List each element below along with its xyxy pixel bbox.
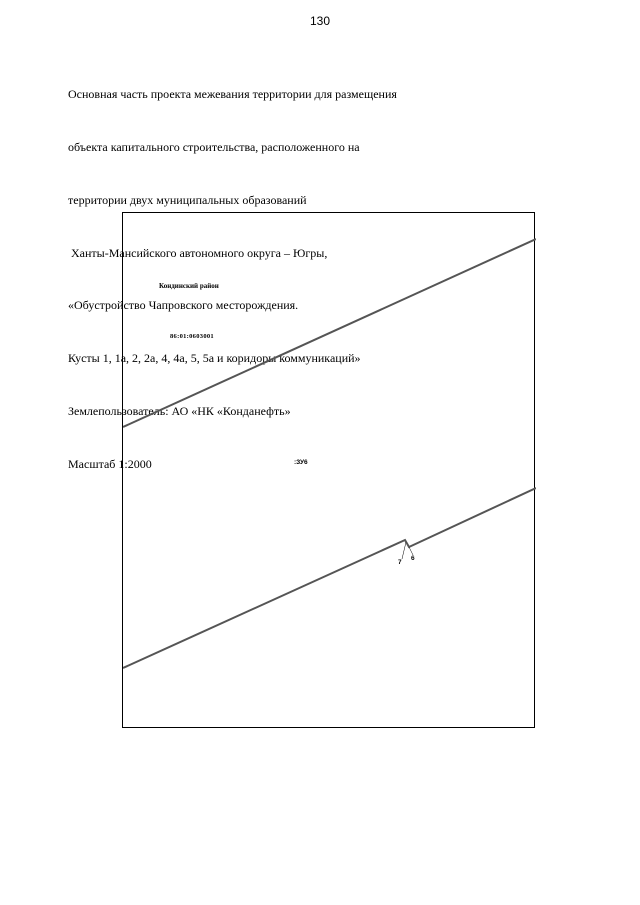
boundary-line-lower [123, 488, 536, 668]
cadastral-quarter-label: 86:01:0603001 [170, 333, 214, 340]
header-line-4: Ханты-Мансийского автономного округа – Югры, [68, 245, 328, 260]
page-number: 130 [309, 14, 331, 28]
district-label: Кондинский район [159, 282, 219, 290]
header-line-8-scale: Масштаб 1:2000 [68, 456, 152, 471]
header-line-3: территории двух муниципальных образований [68, 192, 307, 207]
point-label-7: 7 [398, 559, 402, 566]
header-line-5: «Обустройство Чапровского месторождения. [68, 298, 299, 313]
header-line-7: Землепользователь: АО «НК «Конданефть» [68, 403, 291, 418]
header-line-6: Кусты 1, 1а, 2, 2а, 4, 4а, 5, 5а и коридоры коммуникаций» [68, 351, 361, 366]
leader-line-point6 [409, 547, 413, 555]
map-drawing [123, 213, 536, 729]
survey-map [122, 212, 535, 728]
plot-label: :ЗУ6 [294, 459, 308, 466]
leader-line-point7 [402, 542, 406, 559]
point-label-6: 6 [411, 555, 415, 562]
header-line-1: Основная часть проекта межевания территории для размещения [68, 87, 397, 102]
header-line-2: объекта капитального строительства, расположенного на [68, 139, 360, 154]
